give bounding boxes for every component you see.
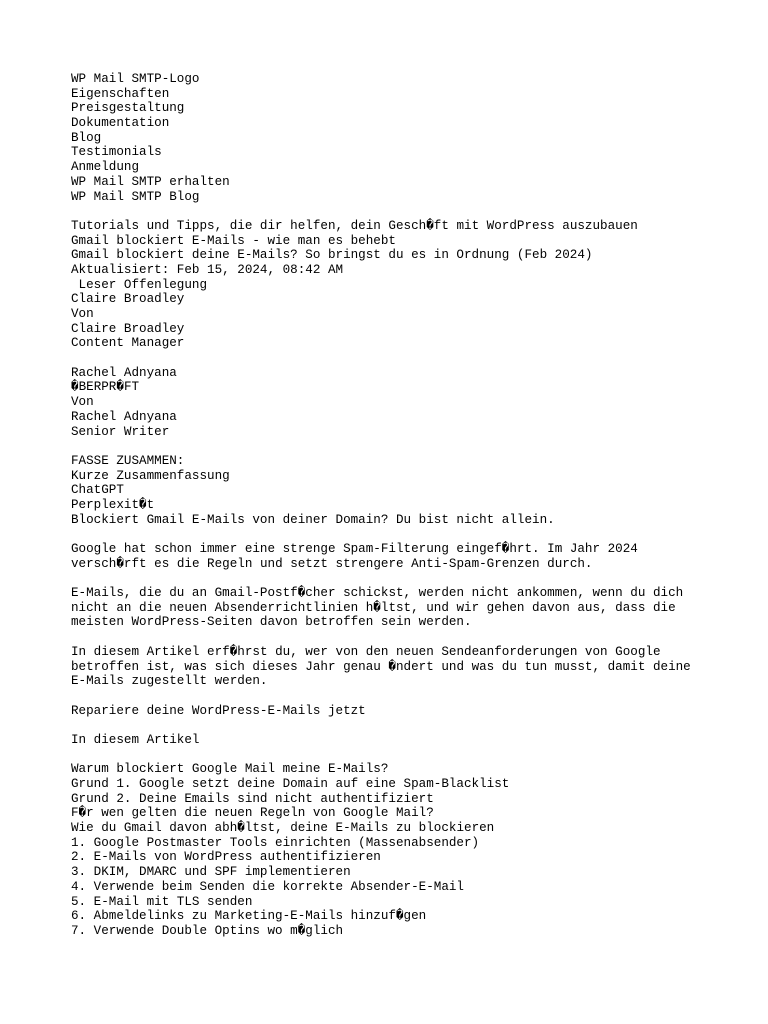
- summarize-perplexity-button[interactable]: Perplexit�t: [71, 497, 155, 512]
- nav-item-blog-home[interactable]: WP Mail SMTP Blog: [71, 189, 200, 204]
- toc-item[interactable]: 2. E-Mails von WordPress authentifizieren: [71, 850, 381, 865]
- article-paragraph-line: nicht an die neuen Absenderrichtlinien h�ltst, und wir gehen davon aus, dass die: [71, 600, 676, 615]
- article-paragraph-line: Google hat schon immer eine strenge Spam-Filterung eingef�hrt. Im Jahr 2024: [71, 542, 638, 556]
- author-avatar-name[interactable]: Claire Broadley: [71, 292, 185, 307]
- article-paragraph-line: meisten WordPress-Seiten davon betroffen sein werden.: [71, 615, 472, 630]
- nav-item-dokumentation[interactable]: Dokumentation: [71, 116, 170, 131]
- summarize-short-button[interactable]: Kurze Zusammenfassung: [71, 468, 230, 483]
- toc-item[interactable]: 5. E-Mail mit TLS senden: [71, 894, 253, 909]
- toc-heading: In diesem Artikel: [71, 732, 200, 747]
- author-name[interactable]: Claire Broadley: [71, 321, 185, 336]
- updated-date: Aktualisiert: Feb 15, 2024, 08:42 AM: [71, 262, 344, 277]
- article-paragraph-line: In diesem Artikel erf�hrst du, wer von den neuen Sendeanforderungen von Google: [71, 644, 661, 659]
- toc-item[interactable]: Wie du Gmail davon abh�ltst, deine E-Mails zu blockieren: [71, 821, 495, 836]
- spacer: [71, 351, 751, 366]
- summarize-chatgpt-button[interactable]: ChatGPT: [71, 483, 124, 498]
- nav-item-get-wp-mail-smtp[interactable]: WP Mail SMTP erhalten: [71, 174, 230, 189]
- toc-item[interactable]: F�r wen gelten die neuen Regeln von Google Mail?: [71, 806, 434, 821]
- toc-item[interactable]: 1. Google Postmaster Tools einrichten (Massenabsender): [71, 835, 480, 850]
- article-paragraph-line: E-Mails zugestellt werden.: [71, 674, 268, 689]
- toc-item[interactable]: 7. Verwende Double Optins wo m�glich: [71, 923, 344, 938]
- spacer: [71, 439, 751, 454]
- reviewer-name[interactable]: Rachel Adnyana: [71, 409, 177, 424]
- spacer: [71, 571, 751, 586]
- author-by-label: Von: [71, 307, 94, 321]
- reviewer-by-label: Von: [71, 395, 94, 410]
- reviewer-avatar-name[interactable]: Rachel Adnyana: [71, 365, 177, 380]
- page-title: Gmail blockiert deine E-Mails? So bringst du es in Ordnung (Feb 2024): [71, 248, 593, 263]
- spacer: [71, 527, 751, 542]
- reader-disclosure-link[interactable]: Leser Offenlegung: [71, 277, 208, 292]
- article-paragraph-line: betroffen ist, was sich dieses Jahr genau �ndert und was du tun musst, damit deine: [71, 659, 691, 674]
- nav-item-preisgestaltung[interactable]: Preisgestaltung: [71, 101, 185, 116]
- toc-item[interactable]: 6. Abmeldelinks zu Marketing-E-Mails hinzuf�gen: [71, 909, 427, 924]
- spacer: [71, 204, 751, 219]
- fix-emails-cta-button[interactable]: Repariere deine WordPress-E-Mails jetzt: [71, 703, 366, 718]
- spacer: [71, 630, 751, 645]
- site-logo[interactable]: WP Mail SMTP-Logo: [71, 72, 200, 86]
- nav-item-eigenschaften[interactable]: Eigenschaften: [71, 86, 170, 101]
- toc-item[interactable]: Warum blockiert Google Mail meine E-Mails?: [71, 762, 389, 777]
- summarize-label: FASSE ZUSAMMEN:: [71, 453, 185, 468]
- breadcrumb[interactable]: Gmail blockiert E-Mails - wie man es behebt: [71, 233, 396, 248]
- toc-item[interactable]: 3. DKIM, DMARC und SPF implementieren: [71, 865, 351, 880]
- reviewed-badge: �BERPR�FT: [71, 380, 140, 395]
- document-body: [71, 72, 751, 939]
- author-role: Content Manager: [71, 336, 185, 351]
- toc-item[interactable]: Grund 1. Google setzt deine Domain auf eine Spam-Blacklist: [71, 777, 510, 791]
- nav-item-blog[interactable]: Blog: [71, 130, 102, 145]
- spacer: [71, 718, 751, 733]
- toc-item[interactable]: Grund 2. Deine Emails sind nicht authentifiziert: [71, 791, 434, 806]
- reviewer-role: Senior Writer: [71, 424, 170, 439]
- toc-item[interactable]: 4. Verwende beim Senden die korrekte Absender-E-Mail: [71, 879, 464, 894]
- article-intro: Blockiert Gmail E-Mails von deiner Domain? Du bist nicht allein.: [71, 512, 555, 527]
- blog-tagline: Tutorials und Tipps, die dir helfen, dein Gesch�ft mit WordPress auszubauen: [71, 218, 638, 233]
- spacer: [71, 748, 751, 763]
- article-paragraph-line: E-Mails, die du an Gmail-Postf�cher schickst, werden nicht ankommen, wenn du dich: [71, 586, 684, 601]
- spacer: [71, 689, 751, 704]
- nav-item-testimonials[interactable]: Testimonials: [71, 145, 162, 160]
- nav-item-anmeldung[interactable]: Anmeldung: [71, 160, 140, 175]
- article-paragraph-line: versch�rft es die Regeln und setzt strengere Anti-Spam-Grenzen durch.: [71, 556, 593, 571]
